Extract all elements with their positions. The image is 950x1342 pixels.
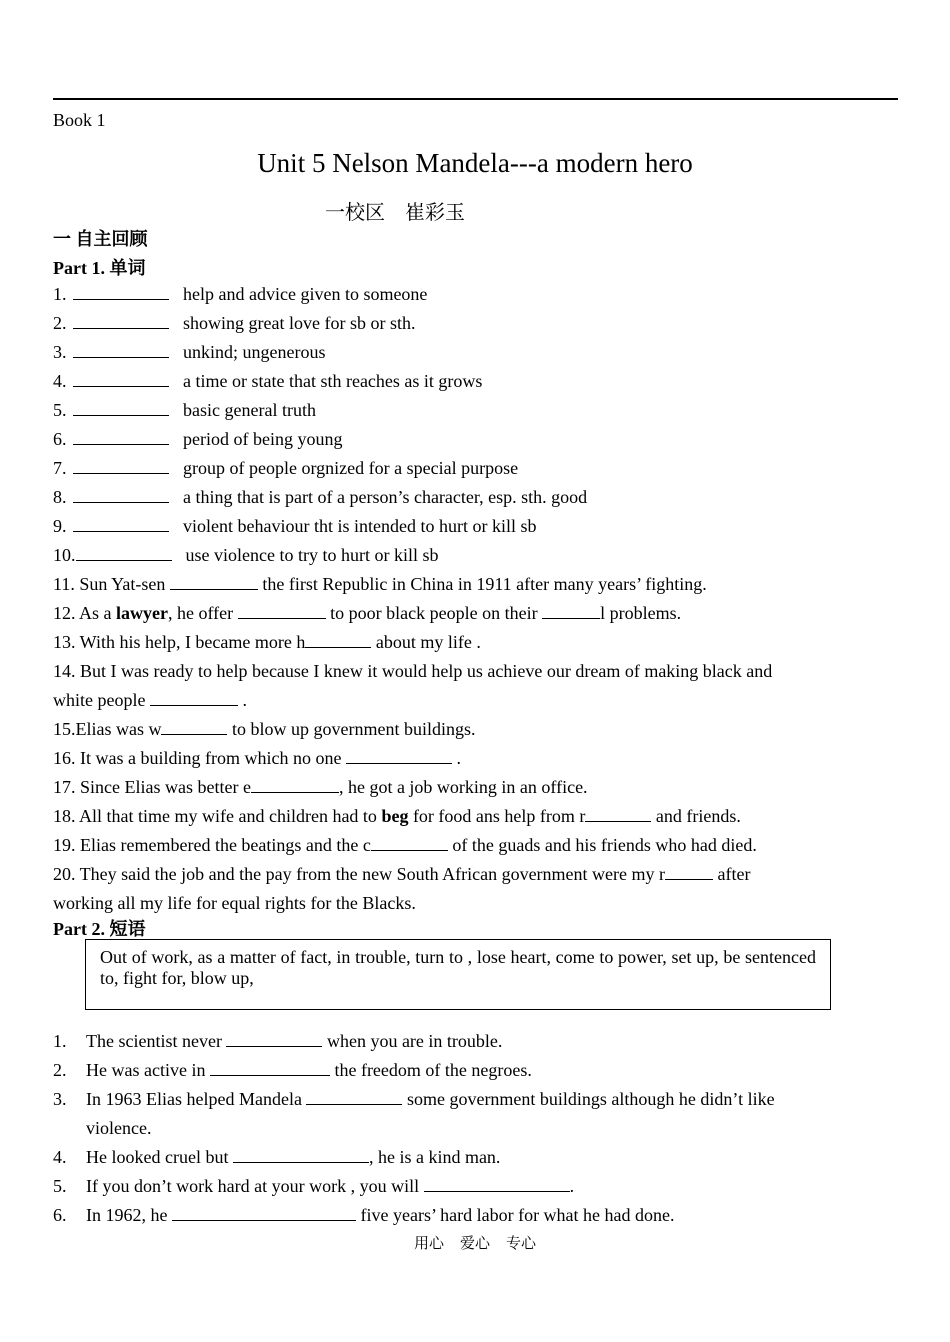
definition-item: 1. help and advice given to someone [53,284,428,304]
answer-blank[interactable] [73,428,169,445]
vocabulary-list [53,282,853,920]
phrase-question: 4. He looked cruel but , he is a kind man. [53,1147,501,1167]
part2-title: Part 2. 短语 [53,919,146,939]
phrase-question: 1. The scientist never when you are in trouble. [53,1031,503,1051]
sentence-item: 17. Since Elias was better e , he got a job working in an office. [53,777,588,797]
footer-word: 爱心 [459,1236,490,1252]
answer-blank[interactable] [73,370,169,387]
campus: 一校区 [325,202,385,224]
phrase-question: 6. In 1962, he five years’ hard labor for what he had done. [53,1205,675,1225]
answer-blank[interactable] [233,1146,369,1163]
phrase-box: Out of work, as a matter of fact, in trouble, turn to , lose heart, come to power, set up, be sentenced to, fight for, blow up, [85,939,831,1010]
definition-item: 5. basic general truth [53,400,316,420]
sentence-item: 13. With his help, I became more h about my life . [53,632,481,652]
definition-item: 4. a time or state that sth reaches as it grows [53,371,483,391]
answer-blank[interactable] [306,1088,402,1105]
answer-blank[interactable] [585,805,651,822]
phrase-question: 5. If you don’t work hard at your work , you will . [53,1176,575,1196]
author-line [325,196,465,225]
answer-blank[interactable] [226,1030,322,1047]
definition-item: 2. showing great love for sb or sth. [53,313,416,333]
definition-item: 3. unkind; ungenerous [53,342,326,362]
footer-word: 专心 [506,1236,537,1252]
answer-blank[interactable] [210,1059,330,1076]
answer-blank[interactable] [73,457,169,474]
answer-blank[interactable] [73,283,169,300]
answer-blank[interactable] [665,863,713,880]
section-title: 一 自主回顾 [53,229,148,249]
answer-blank[interactable] [73,515,169,532]
definition-item: 10. use violence to try to hurt or kill sb [53,545,439,565]
answer-blank[interactable] [161,718,227,735]
page-footer [0,1232,950,1253]
footer-word: 用心 [413,1236,444,1252]
answer-blank[interactable] [73,486,169,503]
answer-blank[interactable] [76,544,172,561]
answer-blank[interactable] [172,1204,356,1221]
answer-blank[interactable] [251,776,339,793]
book-label: Book 1 [53,110,106,130]
answer-blank[interactable] [150,689,238,706]
phrase-question: 2. He was active in the freedom of the negroes. [53,1060,532,1080]
phrase-questions [53,1029,853,1232]
definition-item: 7. group of people orgnized for a special purpose [53,458,519,478]
answer-blank[interactable] [424,1175,570,1192]
sentence-item: 12. As a lawyer, he offer to poor black people on their l problems. [53,603,682,623]
sentence-item: 11. Sun Yat-sen the first Republic in China in 1911 after many years’ fighting. [53,574,707,594]
definition-item: 8. a thing that is part of a person’s character, esp. sth. good [53,487,588,507]
answer-blank[interactable] [305,631,371,648]
answer-blank[interactable] [371,834,448,851]
page-title: Unit 5 Nelson Mandela---a modern hero [257,148,693,178]
part1-title: Part 1. 单词 [53,258,146,278]
sentence-item: 18. All that time my wife and children had to beg for food ans help from r and friends. [53,806,741,826]
answer-blank[interactable] [170,573,258,590]
sentence-item: 19. Elias remembered the beatings and the c of the guads and his friends who had died. [53,835,757,855]
author-name: 崔彩玉 [405,202,465,224]
answer-blank[interactable] [73,312,169,329]
answer-blank[interactable] [73,399,169,416]
sentence-item-continued: white people . [53,690,247,710]
definition-item: 6. period of being young [53,429,343,449]
phrase-question-continued: violence. [86,1118,152,1138]
sentence-item: 16. It was a building from which no one . [53,748,461,768]
definition-item: 9. violent behaviour tht is intended to hurt or kill sb [53,516,537,536]
answer-blank[interactable] [73,341,169,358]
answer-blank[interactable] [346,747,452,764]
sentence-item-continued: working all my life for equal rights for the Blacks. [53,893,416,913]
answer-blank[interactable] [238,602,326,619]
phrase-question: 3. In 1963 Elias helped Mandela some government buildings although he didn’t like [53,1089,775,1109]
sentence-item: 14. But I was ready to help because I knew it would help us achieve our dream of making black and [53,661,773,681]
header-rule [53,98,898,100]
sentence-item: 20. They said the job and the pay from the new South African government were my r after [53,864,751,884]
sentence-item: 15.Elias was w to blow up government buildings. [53,719,476,739]
answer-blank[interactable] [542,602,600,619]
